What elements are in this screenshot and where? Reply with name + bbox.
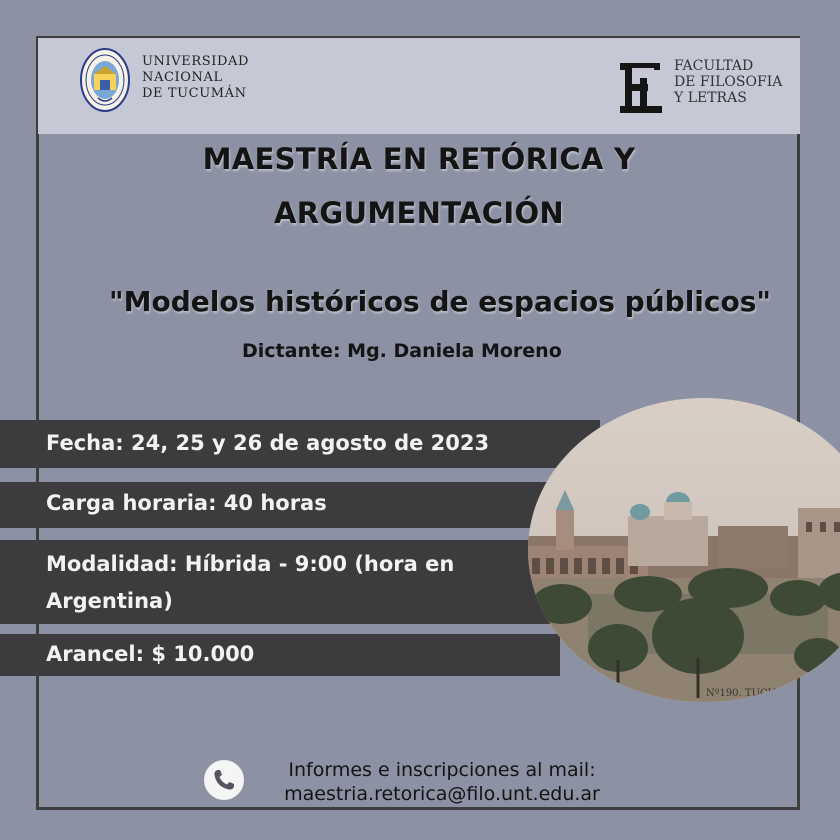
modalidad-line-2: Argentina) [46, 589, 173, 613]
modalidad-line-1: Modalidad: Híbrida - 9:00 (hora en [46, 552, 455, 576]
info-bar-fecha [0, 420, 600, 468]
program-title-line-1: MAESTRÍA EN RETÓRICA Y [202, 142, 636, 176]
header-band [38, 38, 800, 134]
carga-text: Carga horaria: 40 horas [46, 491, 327, 515]
university-seal-icon [80, 48, 130, 112]
phone-icon [204, 760, 244, 800]
fecha-text: Fecha: 24, 25 y 26 de agosto de 2023 [46, 431, 490, 455]
photo-caption: Nº190. TUCUMAN - [706, 688, 809, 699]
info-bar-arancel [0, 634, 560, 676]
course-title: "Modelos históricos de espacios públicos" [109, 285, 771, 318]
info-bar-modalidad [0, 540, 560, 624]
contact-email[interactable]: maestria.retorica@filo.unt.edu.ar [284, 783, 600, 805]
info-bar-carga [0, 482, 560, 528]
arancel-text: Arancel: $ 10.000 [46, 642, 255, 666]
fl-monogram-icon [616, 60, 664, 114]
faculty-name: FACULTAD DE FILOSOFIA Y LETRAS [674, 58, 783, 106]
university-name: UNIVERSIDAD NACIONAL DE TUCUMÁN [142, 54, 250, 101]
contact-line-1: Informes e inscripciones al mail: [288, 759, 596, 781]
program-title-line-2: ARGUMENTACIÓN [274, 196, 564, 230]
contact-info [252, 758, 632, 806]
instructor: Dictante: Mg. Daniela Moreno [242, 340, 562, 362]
